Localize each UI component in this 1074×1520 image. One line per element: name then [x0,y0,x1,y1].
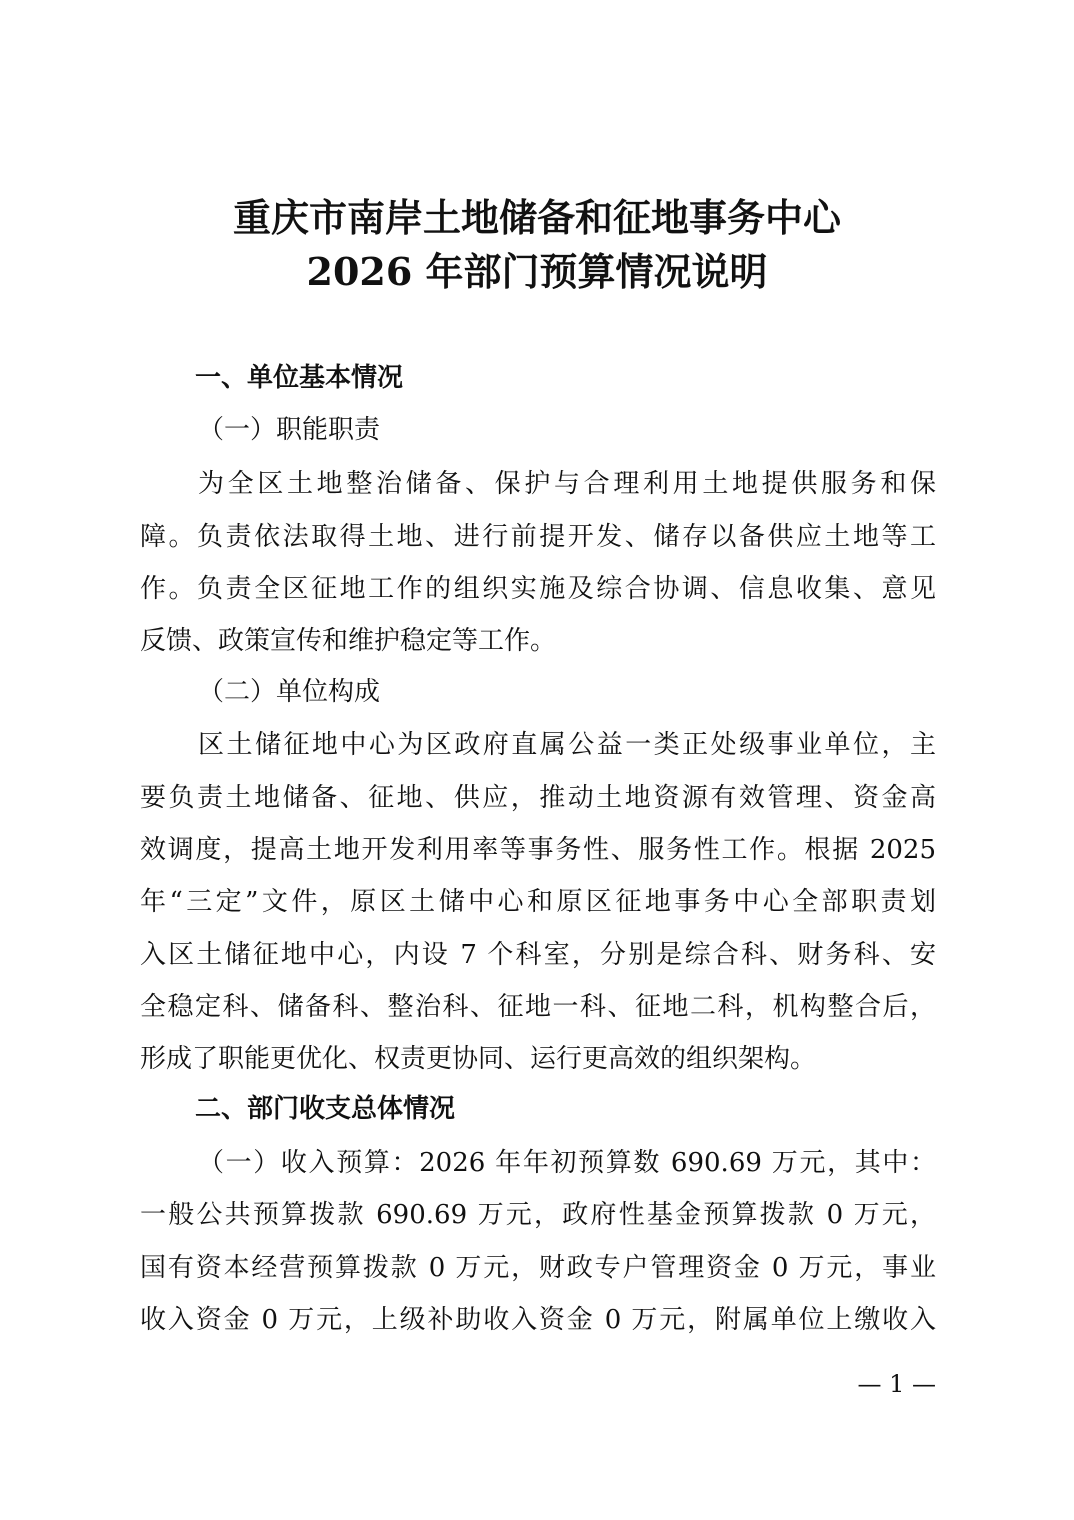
paragraph-line: 反馈、政策宣传和维护稳定等工作。 [140,626,557,656]
document-title-line-2: 2026 年部门预算情况说明 [306,249,768,294]
paragraph-line: （一）收入预算：2026 年年初预算数 690.69 万元，其中： [198,1148,936,1178]
paragraph-line: 区土储征地中心为区政府直属公益一类正处级事业单位，主 [198,730,936,760]
section-1-1-heading: （一）职能职责 [198,415,381,445]
section-1-2-heading: （二）单位构成 [198,677,381,707]
page-number: — 1 — [857,1370,936,1398]
paragraph-line: 国有资本经营预算拨款 0 万元，财政专户管理资金 0 万元，事业 [140,1253,936,1283]
paragraph-line: 为全区土地整治储备、保护与合理利用土地提供服务和保 [198,469,936,499]
paragraph-line: 收入资金 0 万元，上级补助收入资金 0 万元，附属单位上缴收入 [140,1305,936,1335]
paragraph-line: 年“三定”文件，原区土储中心和原区征地事务中心全部职责划 [140,887,936,917]
paragraph-line: 作。负责全区征地工作的组织实施及综合协调、信息收集、意见 [140,574,936,604]
paragraph-line: 障。负责依法取得土地、进行前提开发、储存以备供应土地等工 [140,522,936,552]
paragraph-line: 入区土储征地中心，内设 7 个科室，分别是综合科、财务科、安 [140,940,936,970]
paragraph-line: 全稳定科、储备科、整治科、征地一科、征地二科，机构整合后， [140,992,936,1022]
paragraph-line: 一般公共预算拨款 690.69 万元，政府性基金预算拨款 0 万元， [140,1200,936,1230]
document-title-line-1: 重庆市南岸土地储备和征地事务中心 [232,195,841,240]
paragraph-line: 效调度，提高土地开发利用率等事务性、服务性工作。根据 2025 [140,835,936,865]
paragraph-line: 形成了职能更优化、权责更协同、运行更高效的组织架构。 [140,1044,817,1074]
section-1-heading: 一、单位基本情况 [195,363,404,393]
paragraph-line: 要负责土地储备、征地、供应，推动土地资源有效管理、资金高 [140,783,936,813]
section-2-heading: 二、部门收支总体情况 [195,1094,456,1124]
